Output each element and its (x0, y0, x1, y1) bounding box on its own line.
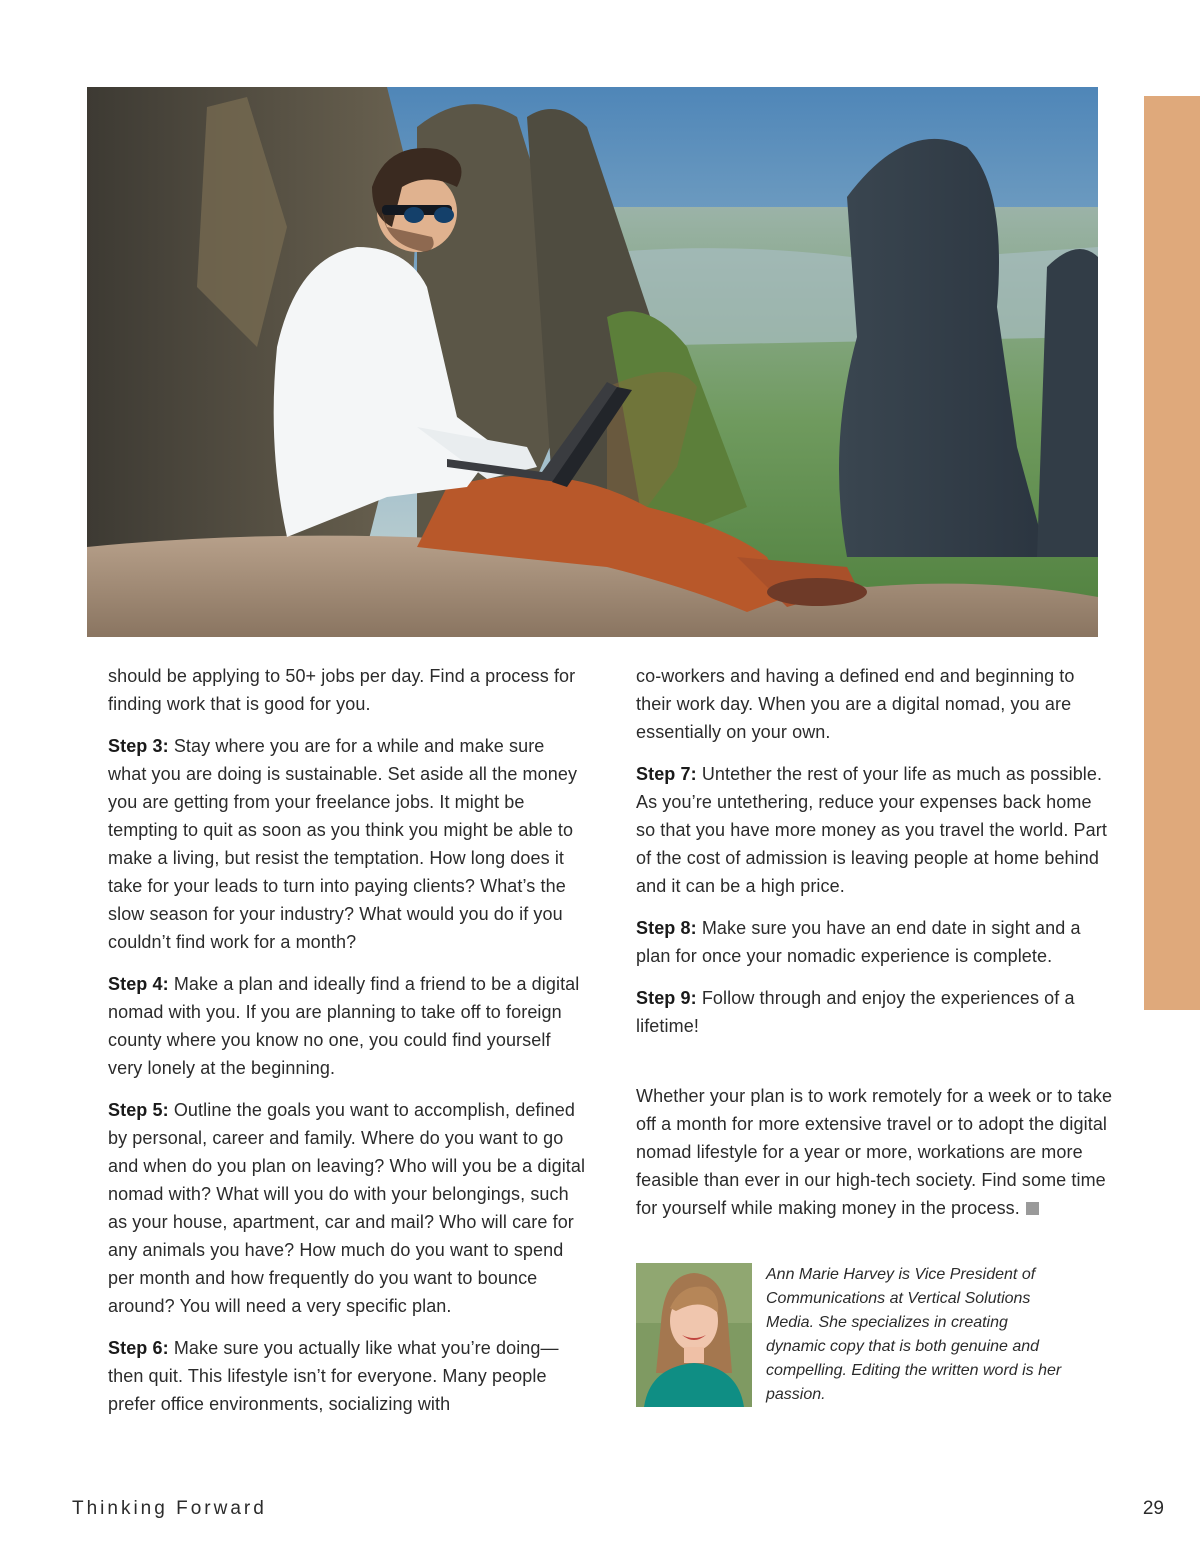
step-4-label: Step 4: (108, 974, 169, 994)
step-5-text: Outline the goals you want to accomplish, defined by personal, career and family. Where do you want to go and when do you plan on leaving? Who will you be a digital nomad with? What will you do with your belongings, such as your house, apartment, car and mail? Who will care for any animals you have? How much do you want to spend per month and how frequently do you want to bounce around? You will need a very specific plan. (108, 1100, 586, 1316)
right-column (636, 662, 1114, 1236)
step-5-label: Step 5: (108, 1100, 169, 1120)
step-9-label: Step 9: (636, 988, 697, 1008)
publication-title: Thinking Forward (72, 1498, 267, 1519)
step-8-paragraph (636, 914, 1114, 970)
hero-photo (87, 87, 1098, 637)
step-6-label: Step 6: (108, 1338, 169, 1358)
continuation-paragraph: co-workers and having a defined end and beginning to their work day. When you are a digital nomad, you are essentially on your own. (636, 666, 1075, 742)
hero-illustration (87, 87, 1098, 637)
step-3-text: Stay where you are for a while and make sure what you are doing is sustainable. Set aside all the money you are getting from your freelance jobs. It might be tempting to quit as soon as you think you might be able to make a living, but resist the temptation. How long does it take for your leads to turn into paying clients? What’s the slow season for your industry? What would you do if you couldn’t find work for a month? (108, 736, 578, 952)
step-7-paragraph (636, 760, 1114, 900)
author-photo (636, 1263, 752, 1407)
step-7-text: Untether the rest of your life as much as possible. As you’re untethering, reduce your expenses back home so that you have more money as you travel the world. Part of the cost of admission is leaving people at home behind and it can be a high price. (636, 764, 1107, 896)
step-3-label: Step 3: (108, 736, 169, 756)
step-4-text: Make a plan and ideally find a friend to be a digital nomad with you. If you are planning to take off to foreign county where you know no one, you could find yourself very lonely at the beginning. (108, 974, 580, 1078)
step-3-paragraph (108, 732, 586, 956)
step-5-paragraph (108, 1096, 586, 1320)
end-mark (1026, 1202, 1039, 1215)
page-number: 29 (1142, 1498, 1164, 1519)
step-8-label: Step 8: (636, 918, 697, 938)
step-9-paragraph (636, 984, 1114, 1040)
author-bio: Ann Marie Harvey is Vice President of Communications at Vertical Solutions Media. She specializes in creating dynamic copy that is both genuine and compelling. Editing the written word is her passion. (766, 1266, 1062, 1403)
closing-paragraph (636, 1082, 1114, 1222)
step-4-paragraph (108, 970, 586, 1082)
step-9-text: Follow through and enjoy the experiences of a lifetime! (636, 988, 1075, 1036)
left-column (108, 662, 586, 1432)
step-7-label: Step 7: (636, 764, 697, 784)
author-portrait (636, 1263, 752, 1407)
accent-bar (1144, 96, 1200, 1010)
closing-text: Whether your plan is to work remotely for a week or to take off a month for more extensive travel or to adopt the digital nomad lifestyle for a year or more, workations are more feasible than ever in our high-tech society. Find some time for yourself while making money in the process. (636, 1086, 1113, 1218)
step-8-text: Make sure you have an end date in sight and a plan for once your nomadic experience is complete. (636, 918, 1081, 966)
intro-paragraph: should be applying to 50+ jobs per day. Find a process for finding work that is good for you. (108, 666, 576, 714)
step-6-text: Make sure you actually like what you’re doing—then quit. This lifestyle isn’t for everyone. Many people prefer office environments, socializing with (108, 1338, 559, 1414)
author-bio-box (636, 1263, 1076, 1407)
step-6-paragraph (108, 1334, 586, 1418)
